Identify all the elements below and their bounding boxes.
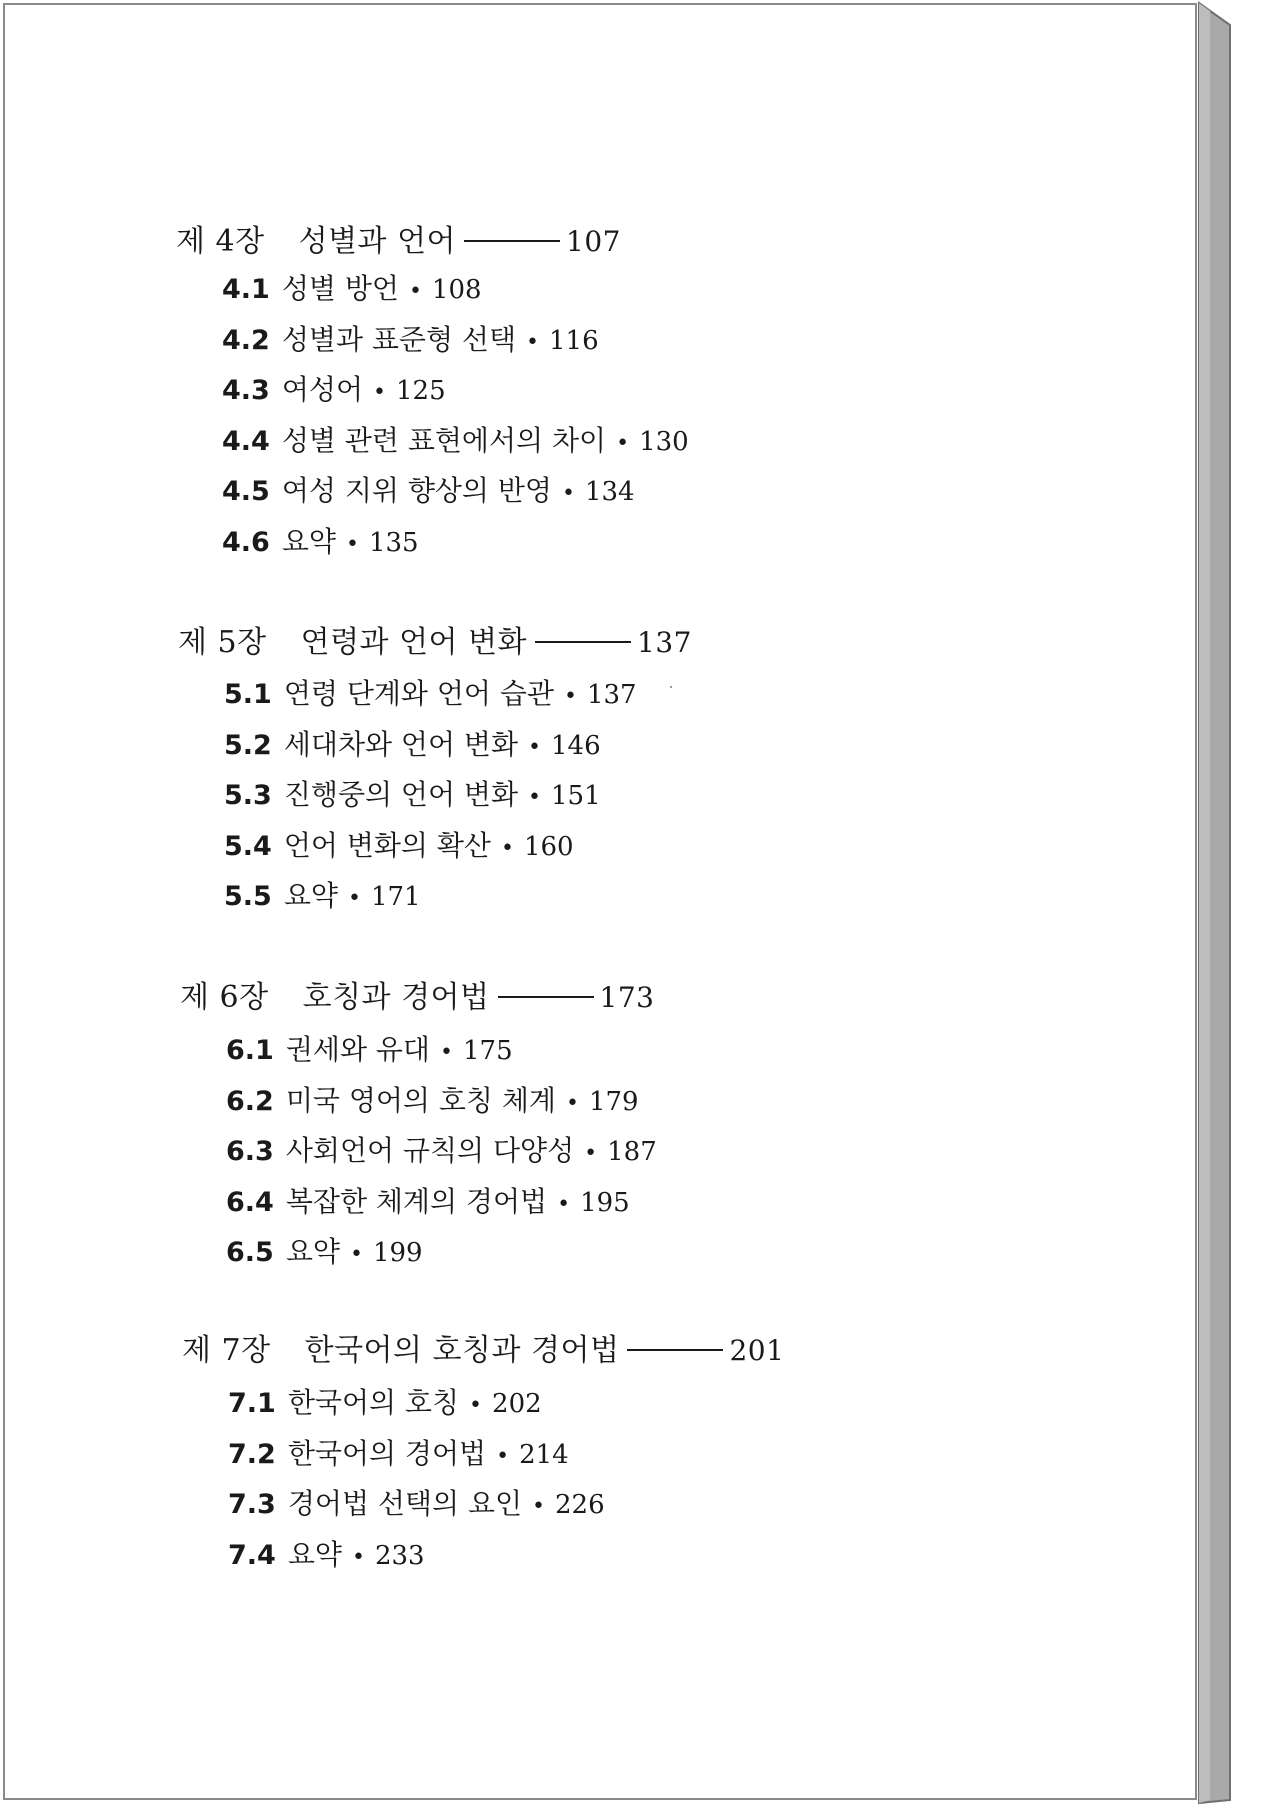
- section-entry: [222, 368, 446, 408]
- section-title: 복잡한 체계의 경어법: [285, 1185, 548, 1218]
- section-entry: [224, 672, 637, 712]
- section-entry: [222, 267, 482, 307]
- section-number: 4.3: [222, 375, 270, 406]
- separator-dot: •: [563, 684, 577, 709]
- section-entry: [224, 824, 574, 864]
- chapter-number: 제 6장: [180, 980, 269, 1015]
- section-page: 146: [551, 731, 601, 761]
- separator-dot: •: [347, 886, 361, 911]
- separator-dot: •: [351, 1545, 365, 1570]
- chapter-title: 호칭과 경어법: [302, 980, 490, 1015]
- section-number: 5.3: [224, 780, 272, 811]
- section-entry: [228, 1432, 569, 1472]
- section-title: 권세와 유대: [285, 1033, 430, 1066]
- chapter-title: 한국어의 호칭과 경어법: [304, 1333, 620, 1368]
- separator-dot: •: [584, 1141, 598, 1166]
- section-entry: [224, 773, 601, 813]
- section-title: 미국 영어의 호칭 체계: [285, 1084, 556, 1117]
- section-entry: [222, 520, 419, 560]
- separator-dot: •: [349, 1242, 363, 1267]
- chapter-page: 107: [566, 225, 621, 258]
- section-page: 226: [555, 1490, 605, 1520]
- leader-line: [498, 996, 594, 998]
- chapter-page: 137: [637, 626, 692, 659]
- section-number: 7.3: [228, 1489, 276, 1520]
- section-entry: [228, 1381, 542, 1421]
- section-page: 195: [580, 1188, 630, 1218]
- section-number: 5.5: [224, 881, 272, 912]
- section-entry: [224, 874, 421, 914]
- section-entry: [222, 318, 599, 358]
- chapter-title: 연령과 언어 변화: [300, 625, 528, 660]
- separator-dot: •: [557, 1192, 571, 1217]
- section-page: 175: [462, 1036, 513, 1066]
- section-page: 108: [431, 275, 482, 305]
- section-title: 성별 관련 표현에서의 차이: [281, 424, 607, 457]
- scan-speck: [670, 686, 672, 688]
- section-entry: [222, 419, 689, 459]
- section-page: 179: [588, 1087, 639, 1117]
- chapter-page: 201: [729, 1334, 785, 1367]
- section-title: 요약: [285, 1235, 340, 1268]
- section-title: 여성어: [281, 373, 363, 406]
- section-number: 7.1: [228, 1388, 276, 1419]
- chapter-heading: [176, 216, 621, 260]
- section-page: 214: [519, 1440, 569, 1470]
- chapter-title: 성별과 언어: [298, 224, 457, 259]
- section-entry: [228, 1482, 605, 1522]
- section-title: 요약: [283, 879, 338, 912]
- section-page: 130: [639, 427, 689, 457]
- section-page: 137: [586, 680, 637, 710]
- section-number: 4.1: [222, 274, 270, 305]
- section-number: 4.2: [222, 325, 270, 356]
- chapter-heading: [178, 617, 692, 661]
- separator-dot: •: [469, 1393, 483, 1418]
- section-page: 134: [584, 477, 635, 507]
- section-number: 5.2: [224, 730, 272, 761]
- chapter-number: 제 7장: [182, 1333, 271, 1368]
- section-title: 언어 변화의 확산: [283, 829, 491, 862]
- section-number: 7.2: [228, 1439, 276, 1470]
- chapter-heading: [182, 1325, 784, 1369]
- section-page: 171: [370, 882, 421, 912]
- section-number: 5.4: [224, 831, 272, 862]
- section-title: 요약: [281, 525, 336, 558]
- section-number: 5.1: [224, 679, 272, 710]
- section-page: 187: [607, 1137, 657, 1167]
- section-number: 4.4: [222, 426, 270, 457]
- section-entry: [226, 1129, 657, 1169]
- section-number: 7.4: [228, 1540, 276, 1571]
- section-number: 6.2: [226, 1086, 274, 1117]
- section-entry: [226, 1230, 423, 1270]
- separator-dot: •: [408, 279, 422, 304]
- section-title: 성별과 표준형 선택: [281, 323, 517, 356]
- leader-line: [464, 240, 560, 242]
- chapter-heading: [180, 972, 654, 1016]
- section-page: 151: [551, 781, 601, 811]
- section-page: 233: [374, 1541, 425, 1571]
- section-entry: [222, 469, 635, 509]
- section-entry: [226, 1180, 630, 1220]
- section-entry: [224, 723, 601, 763]
- separator-dot: •: [440, 1040, 453, 1065]
- section-page: 199: [372, 1238, 423, 1268]
- separator-dot: •: [373, 380, 386, 405]
- section-title: 사회언어 규칙의 다양성: [285, 1134, 575, 1167]
- section-number: 6.1: [226, 1035, 274, 1066]
- separator-dot: •: [345, 532, 359, 557]
- section-number: 6.4: [226, 1187, 274, 1218]
- section-title: 경어법 선택의 요인: [287, 1487, 523, 1520]
- section-page: 135: [368, 528, 419, 558]
- separator-dot: •: [528, 785, 542, 810]
- section-title: 성별 방언: [281, 272, 399, 305]
- separator-dot: •: [528, 735, 542, 760]
- section-entry: [226, 1079, 639, 1119]
- section-title: 요약: [287, 1538, 342, 1571]
- section-number: 6.5: [226, 1237, 274, 1268]
- separator-dot: •: [616, 431, 630, 456]
- separator-dot: •: [532, 1494, 546, 1519]
- section-entry: [226, 1028, 513, 1068]
- section-entry: [228, 1533, 425, 1573]
- leader-line: [535, 641, 631, 643]
- chapter-page: 173: [599, 981, 655, 1014]
- section-page: 116: [549, 326, 599, 356]
- section-title: 한국어의 경어법: [287, 1437, 487, 1470]
- section-page: 202: [492, 1389, 542, 1419]
- section-title: 여성 지위 향상의 반영: [281, 474, 552, 507]
- separator-dot: •: [526, 330, 540, 355]
- chapter-number: 제 4장: [176, 224, 265, 259]
- section-page: 125: [395, 376, 446, 406]
- chapter-number: 제 5장: [178, 625, 267, 660]
- section-title: 연령 단계와 언어 습관: [283, 677, 554, 710]
- leader-line: [627, 1349, 723, 1351]
- section-number: 4.5: [222, 476, 270, 507]
- section-number: 4.6: [222, 527, 270, 558]
- section-title: 한국어의 호칭: [287, 1386, 460, 1419]
- section-title: 진행중의 언어 변화: [283, 778, 519, 811]
- separator-dot: •: [496, 1444, 510, 1469]
- section-page: 160: [523, 832, 574, 862]
- section-number: 6.3: [226, 1136, 274, 1167]
- separator-dot: •: [500, 836, 514, 861]
- separator-dot: •: [565, 1091, 579, 1116]
- separator-dot: •: [561, 481, 575, 506]
- section-title: 세대차와 언어 변화: [283, 728, 519, 761]
